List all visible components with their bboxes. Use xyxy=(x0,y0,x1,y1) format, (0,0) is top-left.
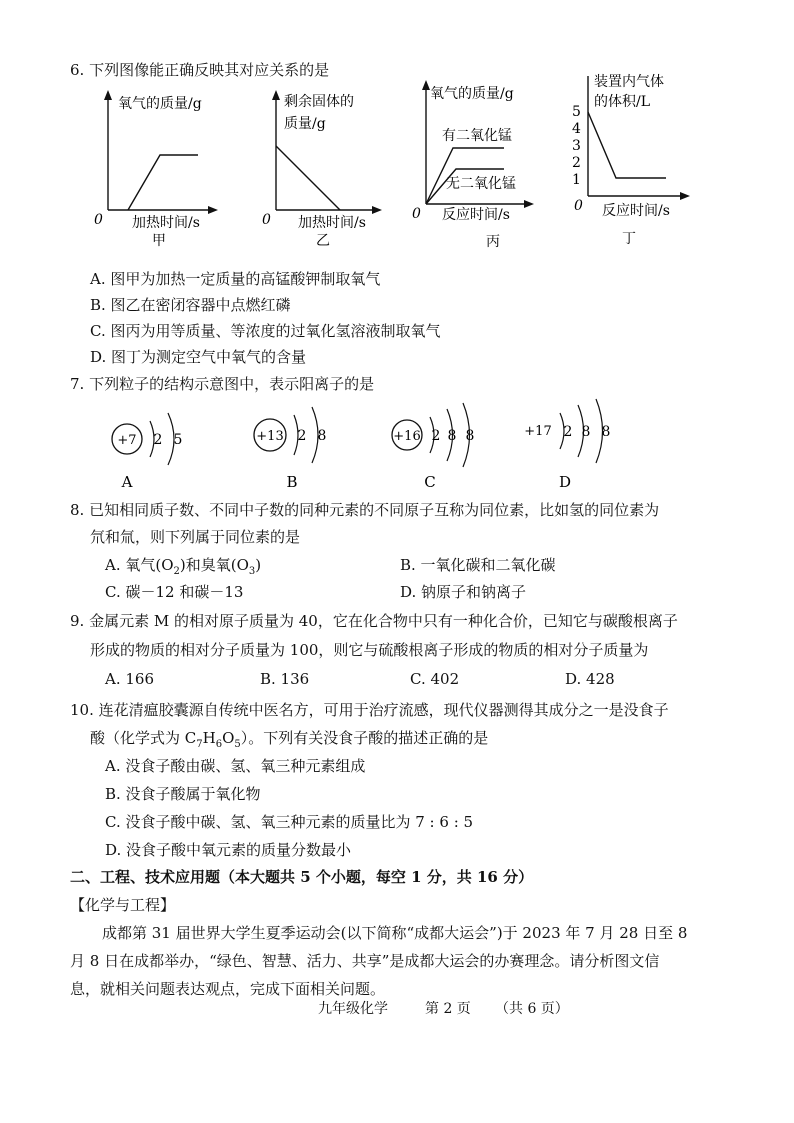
footer-subject: 九年级化学 xyxy=(318,1001,388,1017)
jia-caption: 甲 xyxy=(152,233,166,249)
jia-origin: 0 xyxy=(94,212,103,228)
q6-stem: 6. 下列图像能正确反映其对应关系的是 xyxy=(70,61,330,79)
atom-c xyxy=(392,403,474,491)
atom-a-shell-2: 5 xyxy=(173,432,183,448)
footer-total: （共 6 页） xyxy=(495,1001,569,1017)
jia-ylabel: 氧气的质量/g xyxy=(118,96,202,112)
q8-line-2: 氘和氚，则下列属于同位素的是 xyxy=(90,528,301,546)
atom-a-label: A xyxy=(121,473,133,491)
ding-ylabel-1: 装置内气体 xyxy=(594,74,664,90)
ding-tick-5: 5 xyxy=(572,104,581,120)
bing-origin: 0 xyxy=(412,206,421,222)
ding-caption: 丁 xyxy=(622,231,636,245)
bing-ylabel: 氧气的质量/g xyxy=(430,86,514,102)
atom-b xyxy=(254,407,326,491)
q10-line-2: 酸（化学式为 $C_7H_6O_5$）。下列有关没食子酸的描述正确的是 xyxy=(90,729,489,750)
q8-option-a: A. 氧气$(O_2)$和臭氧$(O_3)$ xyxy=(105,556,262,577)
atom-a-nucleus: +7 xyxy=(117,433,137,448)
ding-tick-4: 4 xyxy=(572,121,581,137)
bing-xlabel: 反应时间/s xyxy=(442,207,510,223)
q8-option-c: C. 碳－12 和碳－13 xyxy=(105,583,244,601)
graph-bing xyxy=(408,78,538,253)
atom-a-shell-1: 2 xyxy=(153,432,163,448)
yi-origin: 0 xyxy=(262,212,271,228)
atom-b-label: B xyxy=(286,473,298,491)
atom-d-shell-2: 8 xyxy=(581,424,591,440)
yi-caption: 乙 xyxy=(316,233,330,249)
q6-option-d: D. 图丁为测定空气中氧气的含量 xyxy=(90,348,307,366)
ding-tick-2: 2 xyxy=(572,155,581,171)
section-2-para-line-1: 成都第 31 届世界大学生夏季运动会(以下简称“成都大运会”)于 2023 年 7 月 28 日至 8 xyxy=(102,924,688,942)
atom-c-label: C xyxy=(424,473,436,491)
atom-d-nucleus: +17 xyxy=(524,424,552,439)
q9-line-1: 9. 金属元素 M 的相对原子质量为 40，它在化合物中只有一种化合价，已知它与碳酸根离子 xyxy=(70,612,678,630)
q8-line-1: 8. 已知相同质子数、不同中子数的同种元素的不同原子互称为同位素，比如氢的同位素为 xyxy=(70,501,660,519)
section-2-heading: 二、工程、技术应用题（本大题共 5 个小题，每空 1 分，共 16 分） xyxy=(70,868,534,886)
q9-line-2: 形成的物质的相对分子质量为 100，则它与硫酸根离子形成的物质的相对分子质量为 xyxy=(90,641,649,659)
yi-ylabel-1: 剩余固体的 xyxy=(284,94,354,110)
q6-option-a: A. 图甲为加热一定质量的高锰酸钾制取氧气 xyxy=(90,270,381,288)
section-2-para-line-2: 月 8 日在成都举办，“绿色、智慧、活力、共享”是成都大运会的办赛理念。请分析图文信 xyxy=(70,952,660,970)
atom-c-nucleus: +16 xyxy=(393,429,421,444)
ding-tick-3: 3 xyxy=(572,138,581,154)
q10-option-c: C. 没食子酸中碳、氢、氧三种元素的质量比为 7 : 6 : 5 xyxy=(105,813,474,831)
section-2-tag: 【化学与工程】 xyxy=(70,896,176,914)
graph-ding xyxy=(566,70,696,245)
footer-page: 第 2 页 xyxy=(425,1001,471,1017)
q10-line-1: 10. 连花清瘟胶囊源自传统中医名方，可用于治疗流感，现代仪器测得其成分之一是没食子 xyxy=(70,701,669,719)
q9-option-b: B. 136 xyxy=(260,670,310,688)
ding-tick-1: 1 xyxy=(572,172,581,188)
atom-c-shell-3: 8 xyxy=(465,428,475,444)
ding-origin: 0 xyxy=(574,198,583,214)
q8-option-d: D. 钠原子和钠离子 xyxy=(400,583,527,601)
section-2-para-line-3: 息，就相关问题表达观点，完成下面相关问题。 xyxy=(70,980,386,998)
q9-option-c: C. 402 xyxy=(410,670,460,688)
ding-ylabel-2: 的体积/L xyxy=(594,94,651,110)
bing-caption: 丙 xyxy=(486,234,500,250)
atom-d xyxy=(524,399,610,491)
atom-d-shell-3: 8 xyxy=(601,424,611,440)
graph-yi xyxy=(258,88,388,258)
q9-option-a: A. 166 xyxy=(105,670,154,688)
bing-upper-label: 有二氧化锰 xyxy=(442,128,512,144)
atom-a xyxy=(112,413,182,491)
q7-stem: 7. 下列粒子的结构示意图中，表示阳离子的是 xyxy=(70,375,375,393)
atom-b-shell-1: 2 xyxy=(297,428,307,444)
q6-option-b: B. 图乙在密闭容器中点燃红磷 xyxy=(90,296,291,314)
q9-option-d: D. 428 xyxy=(565,670,615,688)
q8-option-b: B. 一氧化碳和二氧化碳 xyxy=(400,556,556,574)
graph-jia xyxy=(90,88,220,258)
q10-option-a: A. 没食子酸由碳、氢、氧三种元素组成 xyxy=(105,757,366,775)
q6-option-c: C. 图丙为用等质量、等浓度的过氧化氢溶液制取氧气 xyxy=(90,322,441,340)
atom-b-shell-2: 8 xyxy=(317,428,327,444)
bing-lower-label: 无二氧化锰 xyxy=(446,176,516,192)
jia-xlabel: 加热时间/s xyxy=(132,215,200,231)
atom-c-shell-2: 8 xyxy=(447,428,457,444)
atom-c-shell-1: 2 xyxy=(431,428,441,444)
q10-option-d: D. 没食子酸中氧元素的质量分数最小 xyxy=(105,841,352,859)
q10-option-b: B. 没食子酸属于氧化物 xyxy=(105,785,261,803)
yi-xlabel: 加热时间/s xyxy=(298,215,366,231)
atom-structures xyxy=(100,395,660,495)
atom-b-nucleus: +13 xyxy=(256,429,284,444)
atom-d-shell-1: 2 xyxy=(563,424,573,440)
atom-d-label: D xyxy=(558,473,572,491)
ding-xlabel: 反应时间/s xyxy=(602,203,670,219)
yi-ylabel-2: 质量/g xyxy=(284,116,326,132)
